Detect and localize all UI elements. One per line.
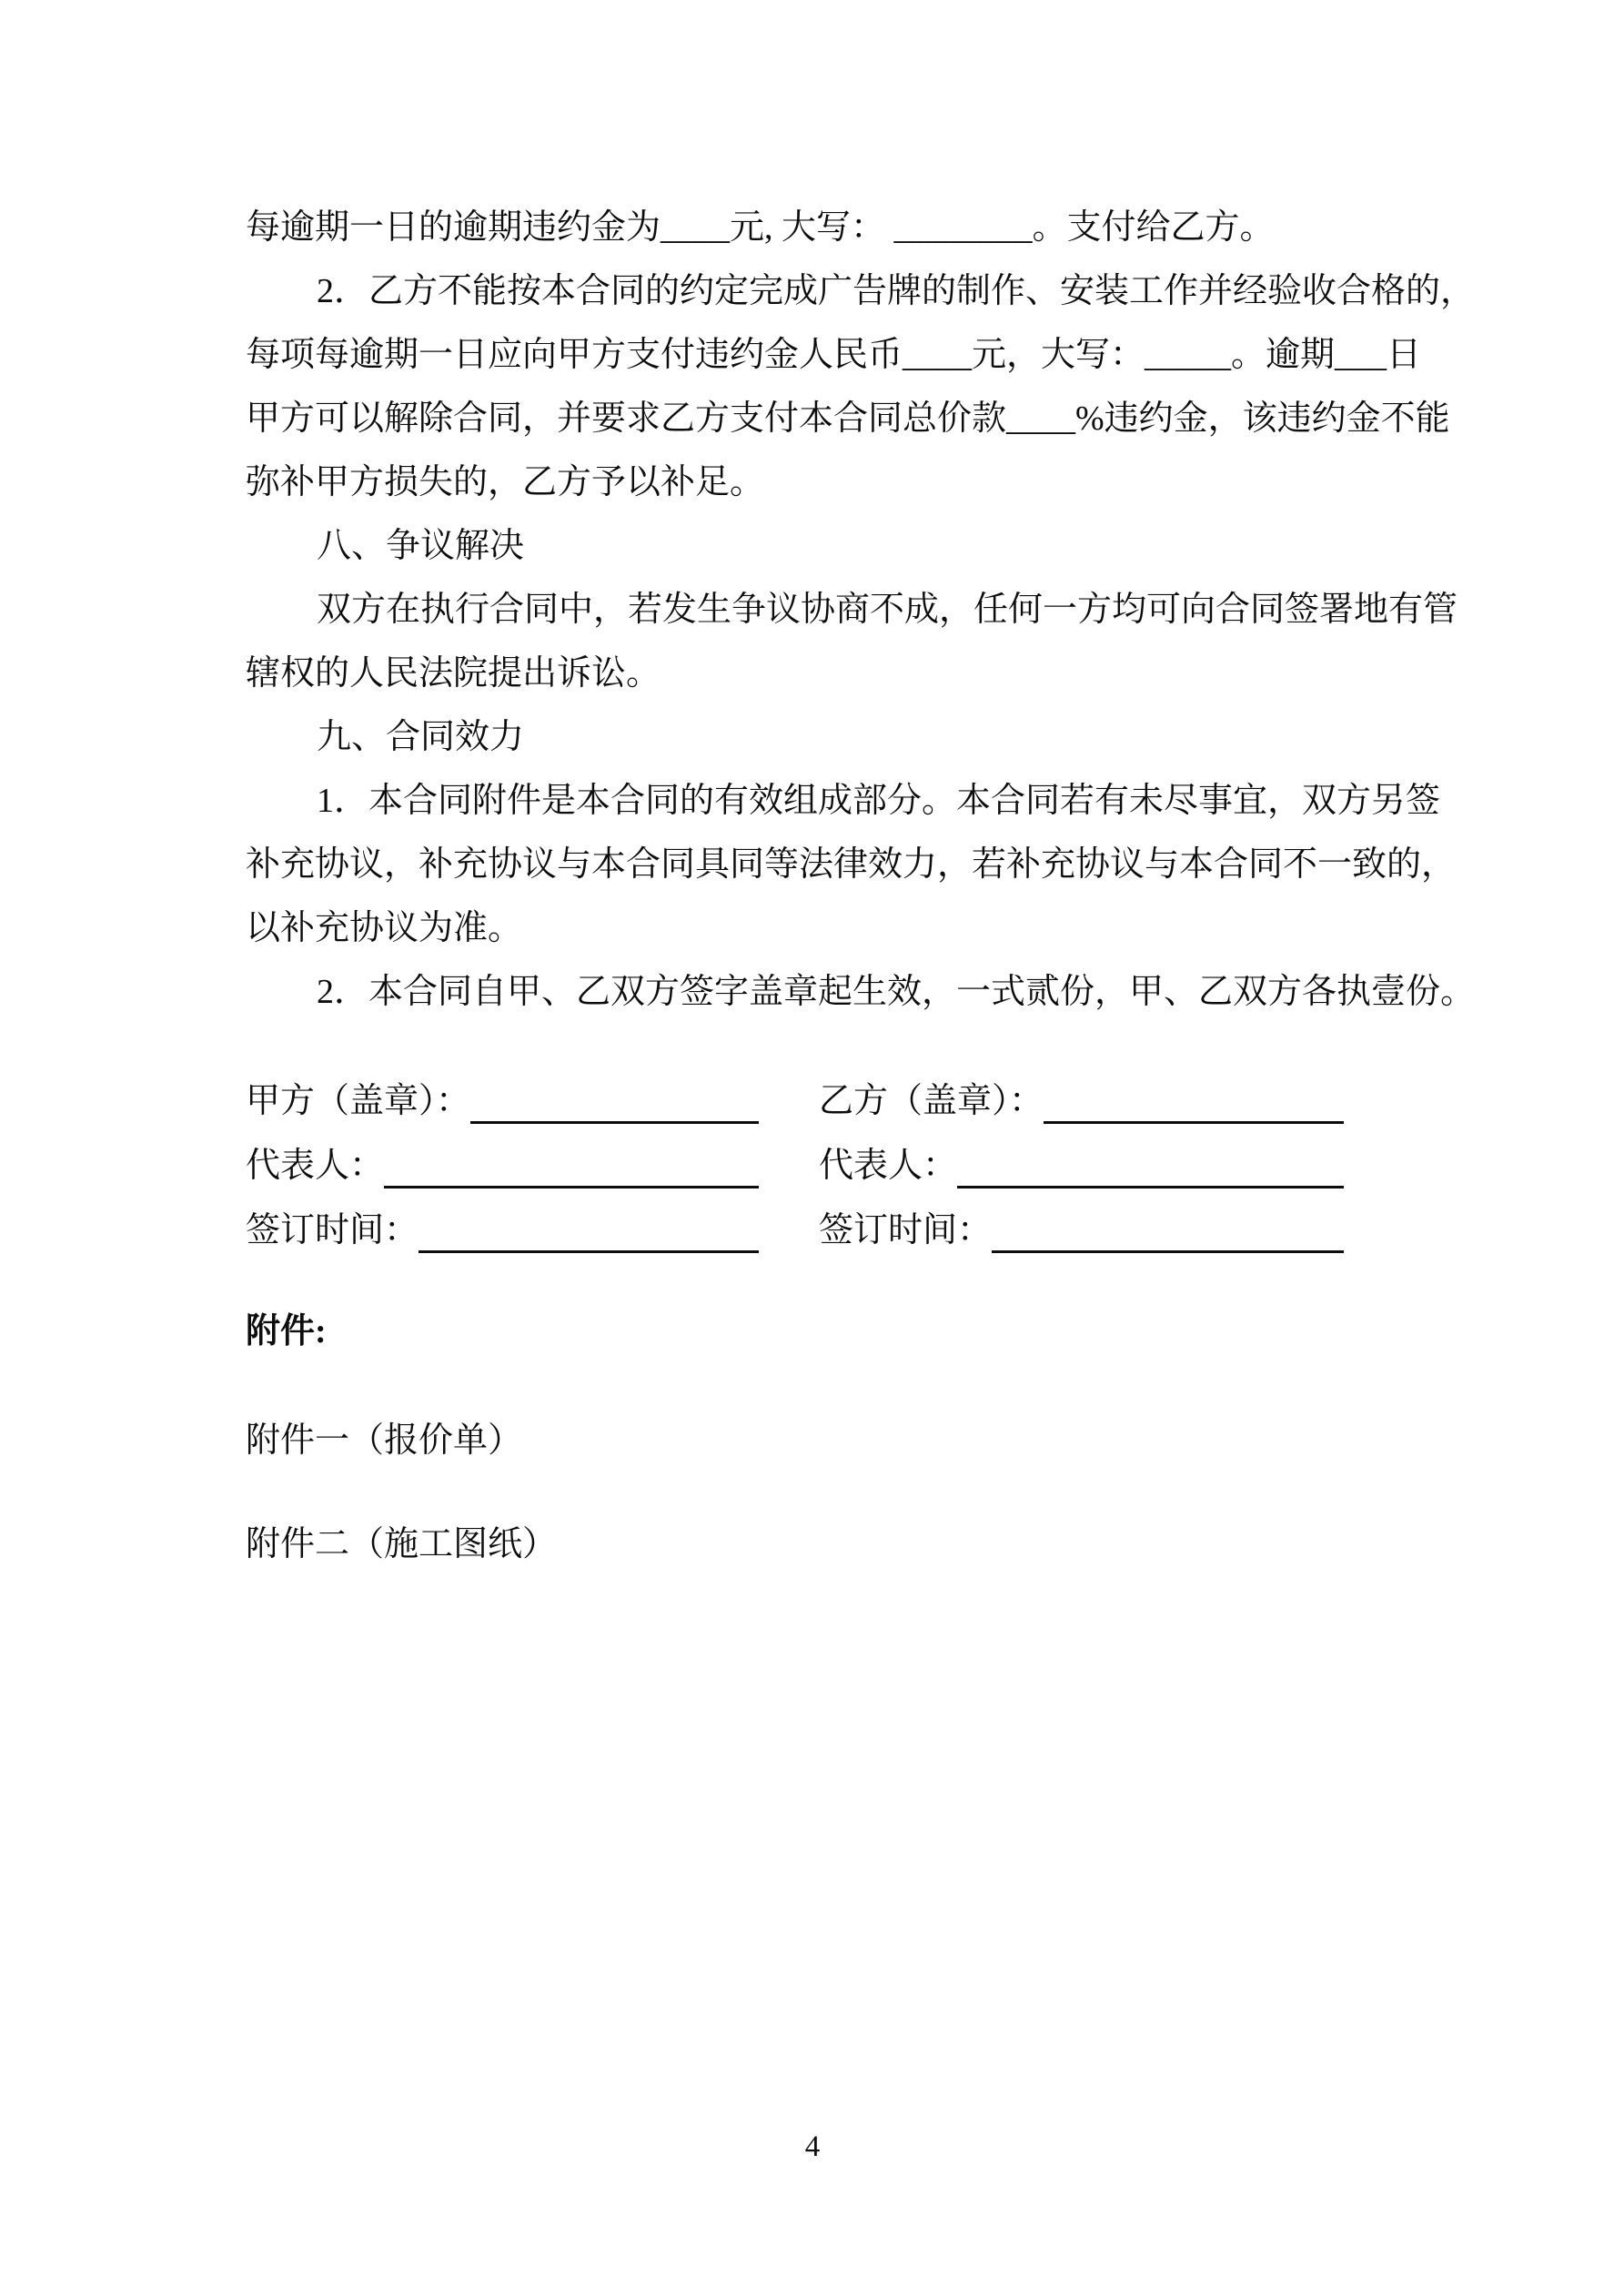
clause-7-2-line-3: 甲方可以解除合同，并要求乙方支付本合同总价款____%违约金，该违约金不能 [246, 400, 1450, 438]
page-number: 4 [804, 2130, 821, 2163]
party-b-sign-date-blank [992, 1199, 1344, 1253]
party-b-seal-row [819, 1069, 1344, 1133]
attachments-heading: 附件: [246, 1312, 327, 1350]
clause-7-2-line-1: 2．乙方不能按本合同的约定完成广告牌的制作、安装工作并经验收合格的， [317, 272, 1476, 310]
heading-9-contract-effect: 九、合同效力 [317, 718, 525, 756]
party-a-seal-row [246, 1069, 759, 1133]
party-b-representative-label: 代表人： [819, 1147, 958, 1185]
clause-9-1-line-2: 补充协议，补充协议与本合同具同等法律效力，若补充协议与本合同不一致的， [246, 845, 1457, 884]
clause-8-line-2: 辖权的人民法院提出诉讼。 [246, 654, 661, 693]
overdue-penalty-line: 每逾期一日的逾期违约金为____元, 大写： ________。支付给乙方。 [246, 208, 1275, 247]
party-a-representative-row [246, 1134, 759, 1198]
clause-7-2-line-4: 弥补甲方损失的，乙方予以补足。 [246, 463, 765, 501]
attachment-1-quotation: 附件一（报价单） [246, 1421, 523, 1460]
clause-9-1-line-3: 以补充协议为准。 [246, 909, 523, 947]
party-b-representative-blank [957, 1134, 1344, 1188]
party-a-representative-label: 代表人： [246, 1147, 385, 1185]
party-b-seal-label: 乙方（盖章）： [819, 1082, 1044, 1120]
party-b-sign-date-row [819, 1199, 1344, 1262]
party-a-sign-date-blank [419, 1199, 759, 1253]
party-b-seal-blank [1044, 1069, 1344, 1124]
party-a-representative-blank [384, 1134, 759, 1188]
heading-8-dispute-resolution: 八、争议解决 [317, 527, 525, 565]
clause-9-1-line-1: 1．本合同附件是本合同的有效组成部分。本合同若有未尽事宜，双方另签 [317, 782, 1441, 820]
clause-7-2-line-2: 每项每逾期一日应向甲方支付违约金人民币____元，大写：_____。逾期___日 [246, 336, 1422, 374]
party-a-seal-blank [470, 1069, 759, 1124]
party-a-sign-date-row [246, 1199, 759, 1262]
clause-8-line-1: 双方在执行合同中，若发生争议协商不成，任何一方均可向合同签署地有管 [317, 591, 1458, 629]
clause-9-2-line: 2．本合同自甲、乙双方签字盖章起生效，一式贰份，甲、乙双方各执壹份。 [317, 973, 1476, 1011]
party-b-sign-date-label: 签订时间： [819, 1211, 993, 1249]
party-b-representative-row [819, 1134, 1344, 1198]
party-a-seal-label: 甲方（盖章）： [246, 1082, 471, 1120]
party-a-sign-date-label: 签订时间： [246, 1211, 419, 1249]
attachment-2-construction-drawings: 附件二（施工图纸） [246, 1525, 558, 1563]
